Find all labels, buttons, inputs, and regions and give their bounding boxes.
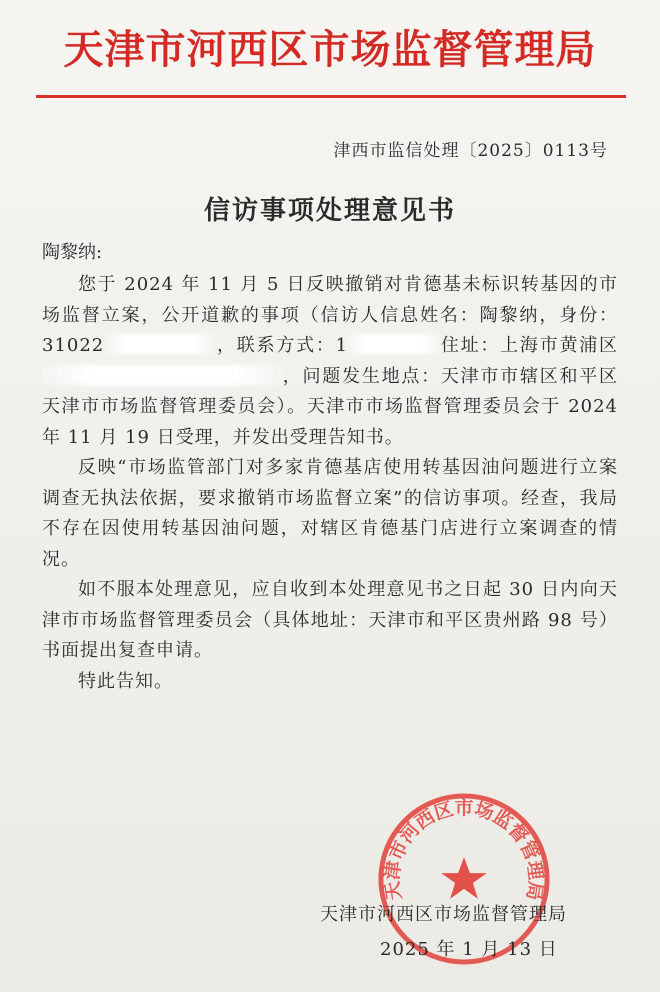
p1-text-b: ，联系方式： (216, 335, 336, 356)
document-number: 津西市监信处理〔2025〕0113号 (333, 141, 608, 161)
paragraph-appeal-notice: 如不服本处理意见，应自收到本处理意见书之日起 30 日内向天津市市场监督管理委员会（具体地址：天津市和平区贵州路 98 号）书面提出复查申请。 (42, 579, 618, 661)
id-number-prefix: 31022 (42, 335, 105, 356)
paragraph-findings: 反映“市场监管部门对多家肯德基店使用转基因油问题进行立案调查无执法依据，要求撤销市场监督立案”的信访事项。经查，我局不存在因使用转基因油问题，对辖区肯德基门店进行立案调查的情况。 (42, 457, 618, 570)
redacted-address (42, 365, 282, 385)
seal-star-icon (441, 857, 486, 899)
p1-text-d: ，问题发生地点：天津市市辖区和平区天津市市场监督管理委员会）。天津市市场监督管理委员会于 2024 年 11 月 19 日受理，并发出受理告知书。 (42, 365, 618, 448)
redacted-id-number (104, 334, 216, 354)
redacted-phone (348, 334, 440, 354)
p1-text-c: 住址：上海市黄浦区 (440, 335, 619, 356)
document-body (42, 270, 618, 697)
document-title: 信访事项处理意见书 (203, 196, 456, 226)
red-separator-line (36, 95, 626, 98)
seal-text: 天津市河西区市场监督管理局 (381, 797, 547, 902)
issuing-authority-header: 天津市河西区市场监督管理局 (63, 26, 597, 73)
signature-authority: 天津市河西区市场监督管理局 (320, 904, 567, 925)
paragraph-closing: 特此告知。 (78, 670, 173, 692)
signature-date: 2025 年 1 月 13 日 (380, 939, 558, 960)
salutation: 陶黎纳: (42, 242, 103, 263)
p1-text-a: 您于 2024 年 11 月 5 日反映撤销对肯德基未标识转基因的市场监督立案，公开道歉的事项（信访人信息姓名：陶黎纳，身份： (42, 274, 618, 326)
paragraph-petition-info (42, 270, 618, 453)
phone-prefix: 1 (335, 335, 349, 356)
